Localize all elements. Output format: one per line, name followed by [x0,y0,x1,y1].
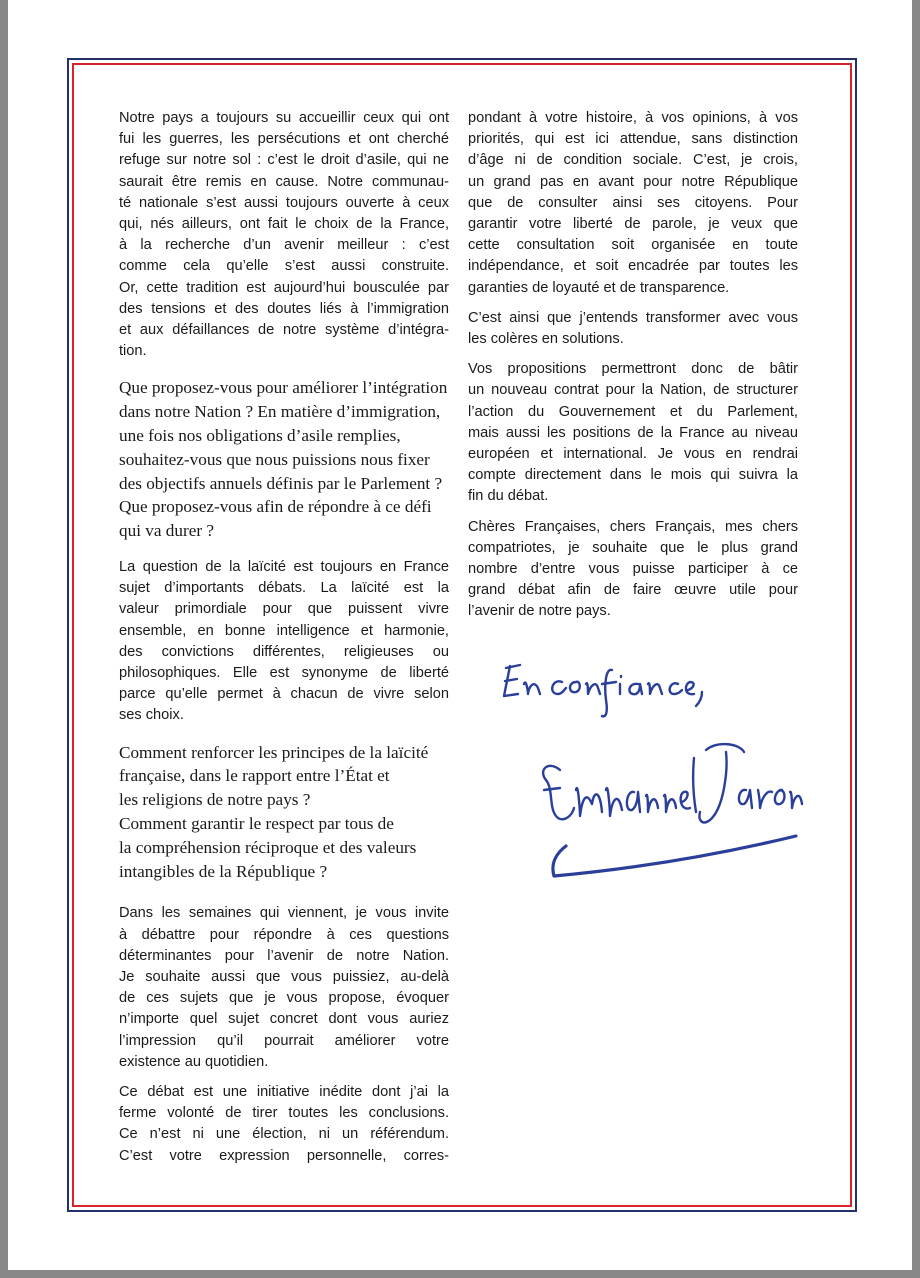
text-line: garantir votre liberté de parole, je veux que [468,216,798,233]
text-line: Comment garantir le respect par tous de [119,814,394,834]
text-line: déterminantes pour l’avenir de notre Nation. [119,947,449,964]
text-line: sujet d’importants débats. La laïcité est la [119,580,449,597]
text-line: les colères en solutions. [468,331,624,348]
right-column [468,108,798,632]
text-line: compte directement dans le mois qui suivra la [468,467,798,484]
text-line: l’avenir de notre pays. [468,603,611,620]
text-line: intangibles de la République ? [119,861,328,881]
closing-handwriting [504,665,702,716]
text-line: Ce n’est ni une élection, ni un référendum. [119,1126,449,1143]
text-line: indépendance, et soit encadrée par toutes les [468,258,798,275]
text-line: cette consultation soit organisée en toute [468,237,798,254]
text-line: Vos propositions permettront donc de bâtir [468,361,798,378]
text-line: mais aussi les positions de la France au niveau [468,424,798,441]
text-line: La question de la laïcité est toujours en France [119,559,449,576]
text-line: européen et international. Je vous en rendrai [468,446,798,463]
text-line: garanties de loyauté et de transparence. [468,279,730,296]
text-line: Dans les semaines qui viennent, je vous invite [119,905,449,922]
paragraph-propositions [468,359,798,507]
paragraph-laicite [119,557,449,727]
handwritten-signature [488,640,818,890]
text-line: C’est votre expression personnelle, corres- [119,1147,449,1164]
paragraph-debate-invitation [119,903,449,1073]
paragraph-initiative [119,1082,449,1167]
text-line: Comment renforcer les principes de la laïcité [119,742,429,762]
text-line: fui les guerres, les persécutions et ont cherché [119,131,449,148]
text-line: les religions de notre pays ? [119,790,311,810]
text-line: n’importe quel sujet concret dont vous auriez [119,1011,449,1028]
text-line: l’action du Gouvernement et du Parlement, [468,403,798,420]
text-line: parce qu’elle permet à chacun de vivre selon [119,686,449,703]
text-line: souhaitez-vous que nous puissions nous fixer [119,449,430,469]
text-line: saurait être remis en cause. Notre communau- [119,173,449,190]
text-line: refuge sur notre sol : c’est le droit d’asile, qui ne [119,152,449,169]
paragraph-closing-address [468,517,798,623]
text-line: des objectifs annuels définis par le Parlement ? [119,473,443,493]
text-line: une fois nos obligations d’asile remplies, [119,426,401,446]
text-line: l’impression qu’il pourrait améliorer votre [119,1032,449,1049]
text-line: Notre pays a toujours su accueillir ceux qui ont [119,110,449,126]
text-line: française, dans le rapport entre l’État et [119,766,390,786]
question-laicite [119,741,449,884]
text-line: priorités, qui est ici attendue, sans distinction [468,131,798,148]
text-line: qui, nés ailleurs, ont fait le choix de la France, [119,216,449,233]
text-line: qui va durer ? [119,521,214,541]
text-line: comme cela qu’elle s’est aussi construite. [119,258,449,275]
text-line: un grand pas en avant pour notre République [468,173,798,190]
text-line: C’est ainsi que j’entends transformer avec vous [468,309,798,326]
text-line: Ce débat est une initiative inédite dont j’ai la [119,1084,449,1101]
paragraph-immigration [119,108,449,362]
text-line: à débattre pour répondre à ces questions [119,926,449,943]
text-line: existence au quotidien. [119,1053,269,1070]
text-line: Que proposez-vous pour améliorer l’intégration [119,378,448,398]
text-line: et aux défaillances de notre système d’intégra- [119,322,449,339]
left-column [119,108,449,1176]
paragraph-solutions [468,308,798,350]
text-line: à la recherche d’un avenir meilleur : c’est [119,237,449,254]
text-line: un nouveau contrat pour la Nation, de structurer [468,382,798,399]
text-line: té nationale s’est aussi toujours ouverte à ceux [119,194,449,211]
text-line: ses choix. [119,707,184,724]
text-line: dans notre Nation ? En matière d’immigration, [119,402,441,422]
text-line: que de consulter ainsi ses citoyens. Pour [468,194,798,211]
text-line: tion. [119,343,147,360]
text-line: Que proposez-vous afin de répondre à ce défi [119,497,432,517]
text-line: de ces sujets que je vous propose, évoquer [119,990,449,1007]
paragraph-consultation [468,108,798,299]
text-line: pondant à votre histoire, à vos opinions, à vos [468,110,798,126]
text-line: ferme volonté de tirer toutes les conclusions. [119,1105,449,1122]
text-line: Or, cette tradition est aujourd’hui bousculée par [119,279,449,296]
text-line: des tensions et des doutes liés à l’immigration [119,300,449,317]
text-line: philosophiques. Elle est synonyme de liberté [119,665,449,682]
text-line: ensemble, en bonne intelligence et harmonie, [119,622,449,639]
signature-strokes [543,744,802,876]
text-line: fin du débat. [468,488,549,505]
text-line: des convictions différentes, religieuses ou [119,643,449,660]
text-line: Je souhaite aussi que vous puissiez, au-delà [119,969,449,986]
text-line: la compréhension réciproque et des valeurs [119,837,417,857]
text-line: valeur primordiale pour que puissent vivre [119,601,449,618]
text-line: d’âge ni de condition sociale. C’est, je crois, [468,152,798,169]
letter-page [8,0,912,1270]
text-line: nombre d’entre vous puisse participer à ce [468,561,798,578]
text-line: compatriotes, je souhaite que le plus grand [468,539,798,556]
text-line: Chères Françaises, chers Français, mes chers [468,518,798,535]
question-integration [119,376,449,543]
text-line: grand débat afin de faire œuvre utile pour [468,582,798,599]
